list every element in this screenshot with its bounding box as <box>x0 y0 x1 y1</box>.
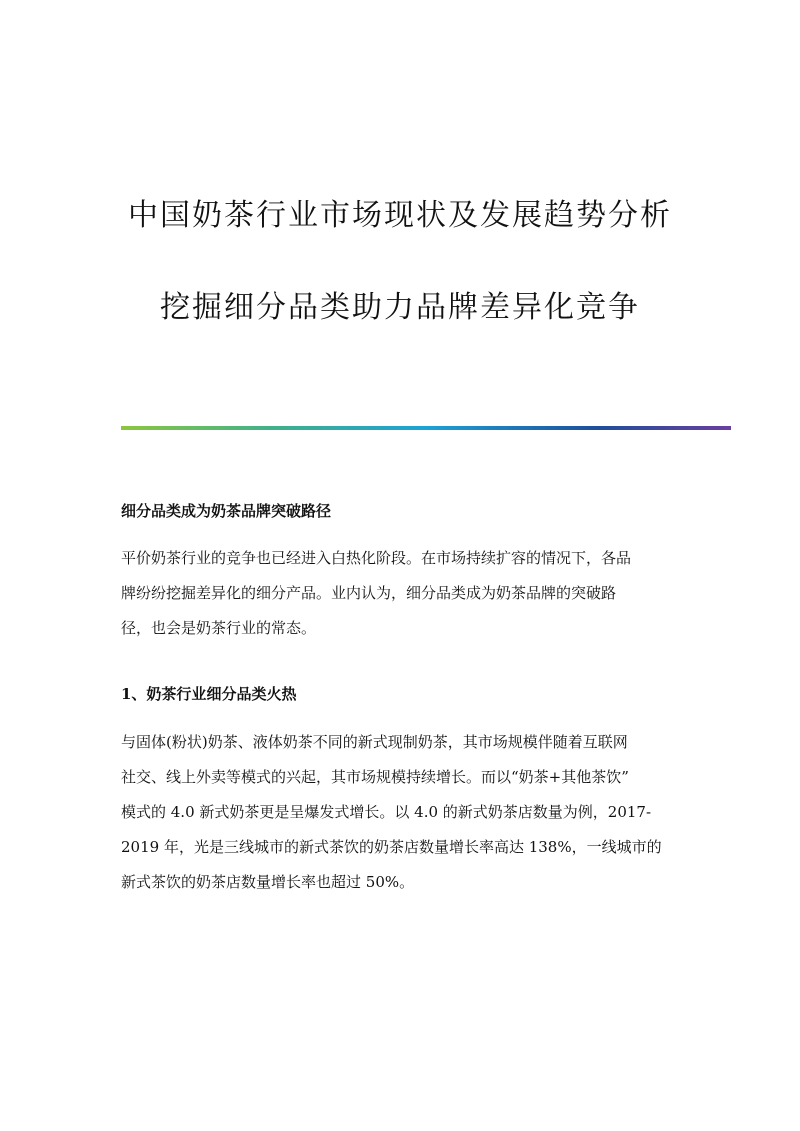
paragraph-line: 平价奶茶行业的竞争也已经进入白热化阶段。在市场持续扩容的情况下，各品 <box>121 549 632 567</box>
section-heading-segmentation: 细分品类成为奶茶品牌突破路径 <box>121 502 332 520</box>
paragraph-line: 新式茶饮的奶茶店数量增长率也超过 50%。 <box>121 873 415 891</box>
section-paragraph-hot-categories <box>121 725 681 900</box>
document-title-line-1: 中国奶茶行业市场现状及发展趋势分析 <box>128 198 672 233</box>
paragraph-line: 2019 年，光是三线城市的新式茶饮的奶茶店数量增长率高达 138%，一线城市的 <box>121 838 662 856</box>
paragraph-line: 与固体(粉状)奶茶、液体奶茶不同的新式现制奶茶，其市场规模伴随着互联网 <box>121 733 628 751</box>
section-heading-hot-categories: 1、奶茶行业细分品类火热 <box>121 685 297 703</box>
paragraph-line: 牌纷纷挖掘差异化的细分产品。业内认为，细分品类成为奶茶品牌的突破路 <box>121 584 617 602</box>
document-title-line-2: 挖掘细分品类助力品牌差异化竞争 <box>160 290 640 325</box>
paragraph-line: 径，也会是奶茶行业的常态。 <box>121 619 317 637</box>
paragraph-line: 社交、线上外卖等模式的兴起，其市场规模持续增长。而以“奶茶+其他茶饮” <box>121 768 629 786</box>
paragraph-line: 模式的 4.0 新式奶茶更是呈爆发式增长。以 4.0 的新式奶茶店数量为例，2017- <box>121 803 652 821</box>
section-paragraph-segmentation <box>121 541 681 646</box>
gradient-divider <box>121 426 731 430</box>
